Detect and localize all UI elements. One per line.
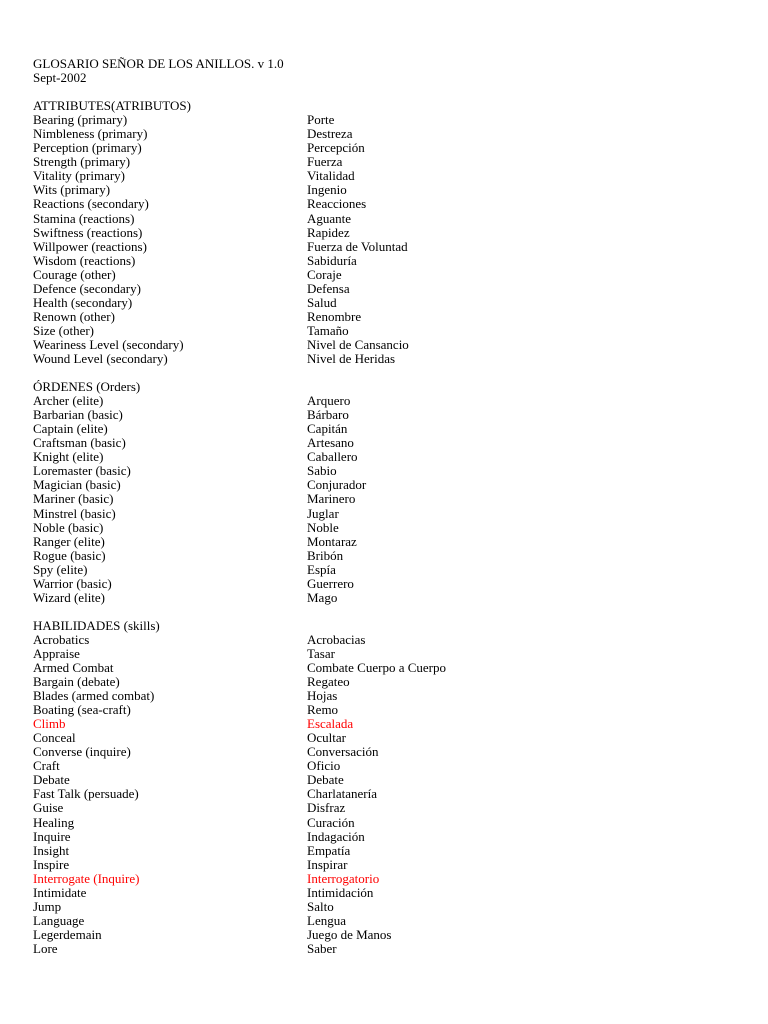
english-term: Interrogate (Inquire) [33,870,140,886]
spanish-term: Hojas [307,688,338,704]
glossary-row [33,422,733,436]
glossary-row [33,549,733,563]
section-heading: ATTRIBUTES(ATRIBUTOS) [33,98,191,114]
glossary-row [33,478,733,492]
spanish-term: Juego de Manos [307,926,392,942]
spanish-term: Curación [307,814,355,830]
english-term: Barbarian (basic) [33,407,123,423]
spanish-term: Conversación [307,744,379,760]
glossary-row [33,450,733,464]
glossary-row [33,254,733,268]
glossary-row [33,886,733,900]
spanish-term: Sabiduría [307,252,357,268]
spanish-term: Sabio [307,463,337,479]
spanish-term: Lengua [307,912,346,928]
spanish-term: Nivel de Heridas [307,350,396,366]
english-term: Wits (primary) [33,182,111,198]
english-term: Lore [33,940,58,956]
glossary-section [33,99,733,366]
glossary-row [33,759,733,773]
glossary-row [33,408,733,422]
glossary-row [33,858,733,872]
glossary-row [33,661,733,675]
spanish-term: Capitán [307,421,348,437]
english-term: Jump [33,898,62,914]
english-term: Magician (basic) [33,477,121,493]
glossary-row [33,212,733,226]
glossary-row [33,675,733,689]
spanish-term: Rapidez [307,224,350,240]
english-term: Knight (elite) [33,449,104,465]
glossary-row [33,296,733,310]
english-term: Climb [33,716,66,732]
spanish-term: Saber [307,940,337,956]
english-term: Intimidate [33,884,87,900]
glossary-section [33,619,733,956]
english-term: Converse (inquire) [33,744,131,760]
glossary-row [33,928,733,942]
glossary-row [33,900,733,914]
glossary-row [33,141,733,155]
english-term: Conceal [33,730,76,746]
spanish-term: Bribón [307,547,344,563]
spanish-term: Renombre [307,308,362,324]
glossary-row [33,492,733,506]
english-term: Wound Level (secondary) [33,350,168,366]
glossary-row [33,830,733,844]
english-term: Warrior (basic) [33,575,112,591]
section-heading: HABILIDADES (skills) [33,617,160,633]
spanish-term: Disfraz [307,800,346,816]
glossary-row [33,338,733,352]
spanish-term: Mago [307,589,338,605]
english-term: Craftsman (basic) [33,435,126,451]
glossary-row [33,183,733,197]
glossary-row [33,240,733,254]
glossary-row [33,507,733,521]
english-term: Inquire [33,828,71,844]
english-term: Nimbleness (primary) [33,126,148,142]
glossary-row [33,801,733,815]
spanish-term: Debate [307,772,344,788]
glossary-row [33,633,733,647]
spanish-term: Combate Cuerpo a Cuerpo [307,660,446,676]
spanish-term: Noble [307,519,339,535]
english-term: Perception (primary) [33,140,142,156]
glossary-row [33,773,733,787]
glossary-row [33,914,733,928]
english-term: Craft [33,758,60,774]
glossary-row [33,689,733,703]
glossary-row [33,745,733,759]
spanish-term: Interrogatorio [307,870,380,886]
spanish-term: Artesano [307,435,354,451]
section-spacer [33,366,733,380]
english-term: Courage (other) [33,266,116,282]
spanish-term: Porte [307,112,335,128]
spanish-term: Remo [307,702,339,718]
glossary-row [33,226,733,240]
section-heading: ÓRDENES (Orders) [33,379,141,395]
english-term: Ranger (elite) [33,533,105,549]
glossary-row [33,844,733,858]
spanish-term: Escalada [307,716,354,732]
english-term: Guise [33,800,64,816]
glossary-row [33,394,733,408]
glossary-row [33,647,733,661]
spanish-term: Vitalidad [307,168,355,184]
glossary-row [33,787,733,801]
spanish-term: Salud [307,294,337,310]
spanish-term: Nivel de Cansancio [307,336,409,352]
glossary-row [33,352,733,366]
english-term: Blades (armed combat) [33,688,155,704]
glossary-row [33,282,733,296]
glossary-row [33,535,733,549]
english-term: Noble (basic) [33,519,104,535]
english-term: Renown (other) [33,308,115,324]
glossary-row [33,731,733,745]
glossary-row [33,464,733,478]
section-spacer [33,85,733,99]
english-term: Healing [33,814,75,830]
english-term: Armed Combat [33,660,114,676]
glossary-row [33,310,733,324]
glossary-row [33,436,733,450]
english-term: Stamina (reactions) [33,210,135,226]
glossary-row [33,872,733,886]
english-term: Acrobatics [33,631,90,647]
glossary-row [33,155,733,169]
glossary-row [33,577,733,591]
english-term: Willpower (reactions) [33,238,147,254]
spanish-term: Juglar [307,505,339,521]
glossary-row [33,169,733,183]
english-term: Fast Talk (persuade) [33,786,139,802]
spanish-term: Defensa [307,280,350,296]
spanish-term: Guerrero [307,575,354,591]
document-date: Sept-2002 [33,70,87,86]
english-term: Size (other) [33,322,95,338]
glossary-row [33,717,733,731]
glossary-row [33,197,733,211]
glossary-row [33,127,733,141]
english-term: Language [33,912,85,928]
spanish-term: Indagación [307,828,365,844]
glossary-row [33,703,733,717]
glossary-row [33,942,733,956]
spanish-term: Ingenio [307,182,347,198]
glossary-row [33,563,733,577]
english-term: Appraise [33,645,80,661]
spanish-term: Inspirar [307,856,348,872]
spanish-term: Montaraz [307,533,357,549]
spanish-term: Espía [307,561,336,577]
spanish-term: Fuerza de Voluntad [307,238,408,254]
english-term: Captain (elite) [33,421,108,437]
english-term: Spy (elite) [33,561,88,577]
english-term: Loremaster (basic) [33,463,131,479]
glossary-row [33,521,733,535]
spanish-term: Percepción [307,140,365,156]
english-term: Strength (primary) [33,154,131,170]
spanish-term: Fuerza [307,154,343,170]
spanish-term: Aguante [307,210,352,226]
spanish-term: Intimidación [307,884,374,900]
english-term: Wisdom (reactions) [33,252,136,268]
spanish-term: Charlatanería [307,786,378,802]
glossary-section [33,380,733,605]
spanish-term: Caballero [307,449,358,465]
english-term: Swiftness (reactions) [33,224,143,240]
english-term: Mariner (basic) [33,491,114,507]
glossary-row [33,268,733,282]
spanish-term: Tamaño [307,322,349,338]
spanish-term: Empatía [307,842,351,858]
english-term: Minstrel (basic) [33,505,116,521]
english-term: Boating (sea-craft) [33,702,131,718]
section-spacer [33,605,733,619]
english-term: Debate [33,772,70,788]
english-term: Archer (elite) [33,393,104,409]
spanish-term: Tasar [307,645,335,661]
glossary-row [33,591,733,605]
english-term: Legerdemain [33,926,102,942]
english-term: Bearing (primary) [33,112,128,128]
spanish-term: Oficio [307,758,341,774]
spanish-term: Bárbaro [307,407,349,423]
english-term: Reactions (secondary) [33,196,149,212]
spanish-term: Arquero [307,393,351,409]
spanish-term: Ocultar [307,730,346,746]
glossary-row [33,324,733,338]
spanish-term: Coraje [307,266,342,282]
document-title: GLOSARIO SEÑOR DE LOS ANILLOS. v 1.0 [33,56,284,71]
english-term: Vitality (primary) [33,168,125,184]
english-term: Weariness Level (secondary) [33,336,184,352]
english-term: Wizard (elite) [33,589,106,605]
document-page [33,57,733,956]
glossary-row [33,816,733,830]
spanish-term: Reacciones [307,196,367,212]
glossary-row [33,113,733,127]
spanish-term: Salto [307,898,334,914]
spanish-term: Marinero [307,491,356,507]
english-term: Insight [33,842,70,858]
spanish-term: Conjurador [307,477,367,493]
english-term: Rogue (basic) [33,547,106,563]
english-term: Health (secondary) [33,294,133,310]
spanish-term: Destreza [307,126,353,142]
english-term: Inspire [33,856,70,872]
spanish-term: Acrobacias [307,631,366,647]
english-term: Bargain (debate) [33,674,120,690]
glossary-body [33,85,733,956]
spanish-term: Regateo [307,674,350,690]
english-term: Defence (secondary) [33,280,141,296]
